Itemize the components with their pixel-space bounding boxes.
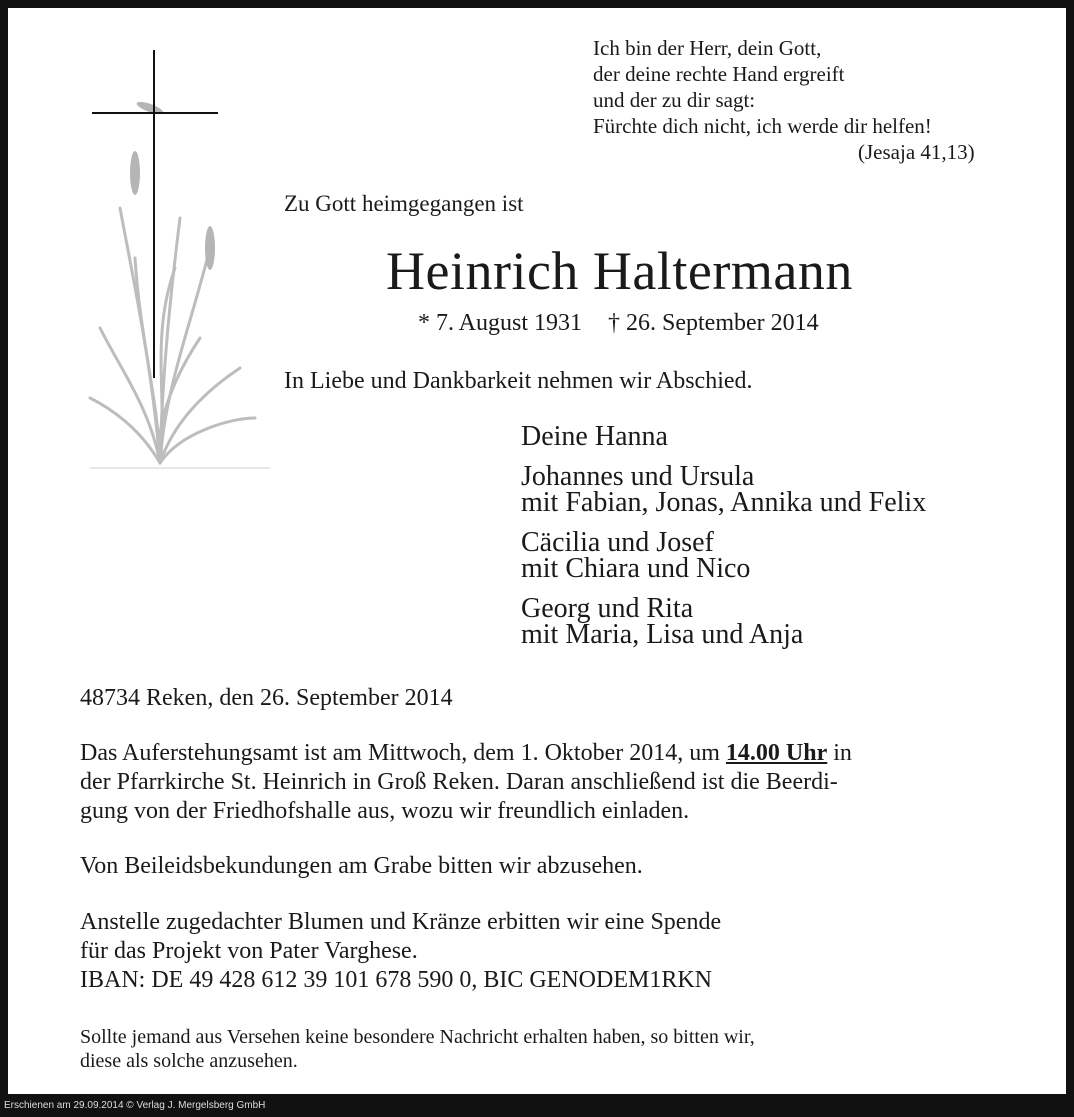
service-text: in: [827, 740, 852, 766]
service-text: gung von der Friedhofshalle aus, wozu wir freundlich einladen.: [80, 798, 690, 824]
life-dates: [418, 310, 845, 337]
family-list: [521, 421, 927, 662]
family-children: mit Maria, Lisa und Anja: [521, 619, 804, 650]
place-date: 48734 Reken, den 26. September 2014: [80, 685, 453, 711]
verse-line: Ich bin der Herr, dein Gott,: [593, 36, 822, 60]
family-name: Cäcilia und Josef: [521, 527, 714, 558]
condolences-note: Von Beileidsbekundungen am Grabe bitten wir abzusehen.: [80, 853, 643, 879]
family-name: Johannes und Ursula: [521, 461, 755, 492]
family-group: [521, 421, 926, 452]
bank-details: IBAN: DE 49 428 612 39 101 678 590 0, BIC GENODEM1RKN: [80, 967, 712, 993]
family-children: mit Chiara und Nico: [521, 553, 751, 584]
birth-date: * 7. August 1931: [418, 310, 583, 336]
intro-text: Zu Gott heimgegangen ist: [284, 191, 524, 216]
obituary-notice: [8, 8, 1066, 1094]
publication-footer: Erschienen am 29.09.2014 © Verlag J. Mergelsberg GmbH: [4, 1100, 266, 1111]
verse-line: Fürchte dich nicht, ich werde dir helfen!: [593, 114, 932, 138]
verse-reference: (Jesaja 41,13): [858, 140, 975, 164]
deceased-name: Heinrich Haltermann: [386, 241, 853, 301]
note-text: Sollte jemand aus Versehen keine besondere Nachricht erhalten haben, so bitten wir,: [80, 1026, 755, 1048]
family-name: Georg und Rita: [521, 593, 694, 624]
family-group: [521, 593, 926, 650]
bible-verse: [593, 35, 932, 139]
donation-text: für das Projekt von Pater Varghese.: [80, 938, 418, 964]
notification-note: [80, 1025, 755, 1073]
verse-line: und der zu dir sagt:: [593, 88, 756, 112]
donation-text: Anstelle zugedachter Blumen und Kränze erbitten wir eine Spende: [80, 909, 722, 935]
family-children: mit Fabian, Jonas, Annika und Felix: [521, 487, 927, 518]
note-text: diese als solche anzusehen.: [80, 1050, 298, 1072]
service-info: [80, 739, 852, 826]
service-text: der Pfarrkirche St. Heinrich in Groß Reken. Daran anschließend ist die Beerdi-: [80, 769, 838, 795]
verse-line: der deine rechte Hand ergreift: [593, 62, 845, 86]
family-group: [521, 461, 927, 518]
family-name: Deine Hanna: [521, 421, 668, 452]
cross-with-reeds-icon: [80, 38, 275, 478]
service-text: Das Auferstehungsamt ist am Mittwoch, dem 1. Oktober 2014, um: [80, 740, 726, 766]
family-group: [521, 527, 926, 584]
death-date: † 26. September 2014: [608, 310, 819, 336]
service-time: 14.00 Uhr: [725, 740, 828, 766]
farewell-text: In Liebe und Dankbarkeit nehmen wir Abschied.: [284, 368, 753, 394]
donation-info: [80, 908, 721, 995]
